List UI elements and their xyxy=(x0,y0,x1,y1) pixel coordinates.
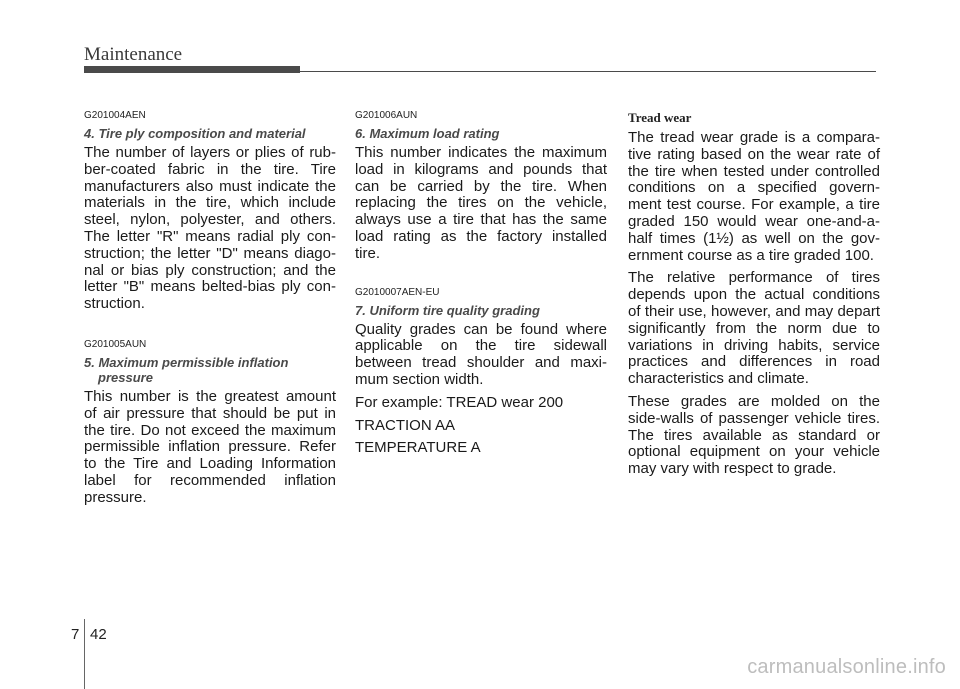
header-accent-bar xyxy=(84,66,300,73)
paragraph: This number is the greatest amount of air pressure that should be put in the tire. Do not exceed the maximum permissible inflation pressure. Refer to the Tire and Loading Information label for recommended inflation pressure. xyxy=(84,387,336,506)
section-heading: 7. Uniform tire quality grading xyxy=(355,302,540,318)
section-heading-line: 5. Maximum permissible inflation xyxy=(84,354,289,370)
column-right xyxy=(628,110,880,484)
chapter-number: 7 xyxy=(71,626,80,643)
paragraph: The relative performance of tires depends upon the actual conditions of their use, however, and may depart significantly from the norm due to variations in driving habits, service practices and differences in road characteristics and climate. xyxy=(628,269,880,388)
section-code: G201005AUN xyxy=(84,338,147,350)
section-heading xyxy=(84,355,336,385)
page-header-title: Maintenance xyxy=(84,44,183,65)
watermark: carmanualsonline.info xyxy=(747,656,946,678)
footer-divider xyxy=(84,619,85,689)
example-line: TRACTION AA xyxy=(355,416,456,434)
example-line: TEMPERATURE A xyxy=(355,439,481,457)
section-code: G201004AEN xyxy=(84,110,146,121)
section-heading-line: pressure xyxy=(98,369,153,385)
header-rule xyxy=(300,71,876,72)
paragraph: These grades are molded on the side-walls of passenger vehicle tires. The tires available as standard or optional equipment on your vehicle may vary with respect to grade. xyxy=(628,392,880,478)
section-heading: 6. Maximum load rating xyxy=(355,126,500,141)
paragraph: The tread wear grade is a compara-tive rating based on the wear rate of the tire when tested under controlled conditions on a specified govern-ment test course. For example, a tire graded 150 would wear one-and-a-half times (1½) as well on the gov-ernment course as a tire graded 100. xyxy=(628,129,880,264)
section-heading: 4. Tire ply composition and material xyxy=(84,126,306,141)
section-code: G201006AUN xyxy=(355,110,418,121)
paragraph: The number of layers or plies of rub-ber-coated fabric in the tire. Tire manufacturers also must indicate the materials in the tire, which include steel, nylon, polyester, and others. The letter "R" means radial ply con-struction; the letter "D" means diago-nal or bias ply construction; and the letter "B" means belted-bias ply con-struction. xyxy=(84,144,336,313)
column-middle xyxy=(355,110,607,463)
column-left xyxy=(84,110,336,513)
paragraph: This number indicates the maximum load in kilograms and pounds that can be carried by the tire. When replacing the tires on the vehicle, always use a tire that has the same load rating as the factory installed tire. xyxy=(355,144,607,262)
page-number: 42 xyxy=(90,626,107,643)
subsection-heading: Tread wear xyxy=(628,110,692,125)
example-line: For example: TREAD wear 200 xyxy=(355,393,564,411)
paragraph: Quality grades can be found where applicable on the tire sidewall between tread shoulder and maxi-mum section width. xyxy=(355,320,607,388)
section-code: G2010007AEN-EU xyxy=(355,286,440,298)
